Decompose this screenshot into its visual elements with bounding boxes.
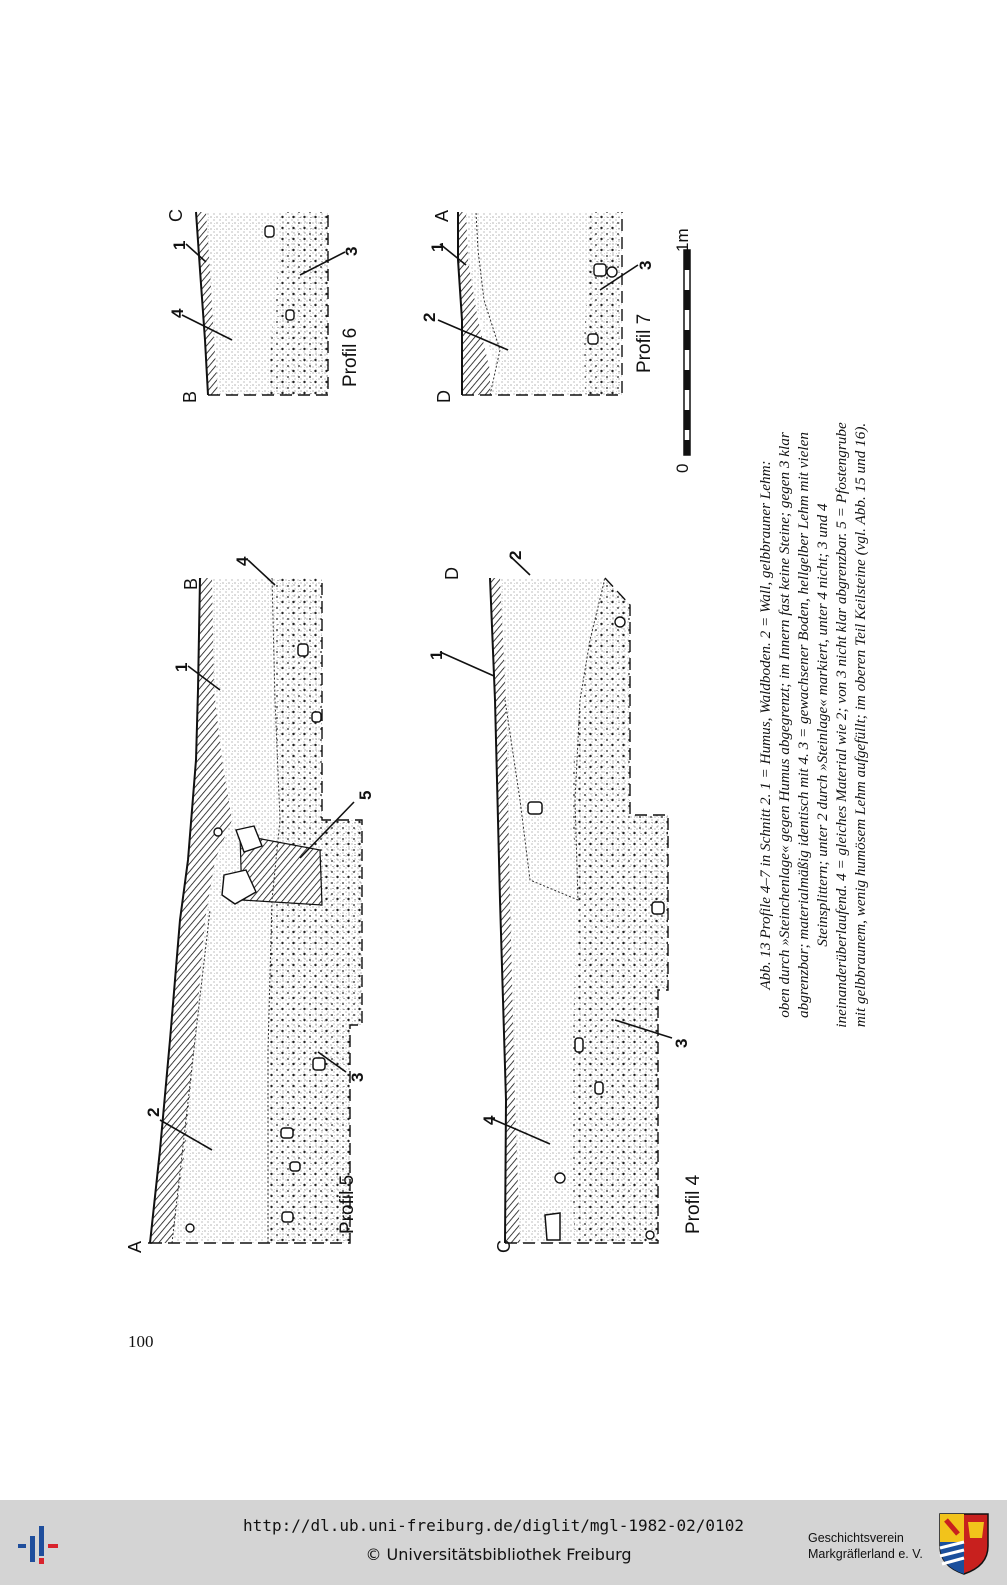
profil-6-end-b: B bbox=[180, 390, 200, 403]
profil-5-stone bbox=[186, 1224, 194, 1232]
caption-line-3: abgrenzbar; materialmäßig identisch mit 4. 3 = gewachsener Boden, hellgelber Lehm mit vielen bbox=[795, 432, 812, 1018]
profil-4-stone bbox=[528, 802, 542, 814]
org-name bbox=[808, 1530, 923, 1562]
profil-5-stone bbox=[281, 1128, 293, 1138]
scale-label-1m: 1m bbox=[673, 228, 692, 252]
profil-6-end-c: C bbox=[166, 209, 186, 222]
profil-4-stone bbox=[545, 1213, 560, 1240]
profil-5-layer-label-5: 5 bbox=[356, 790, 375, 800]
profil-5-stone bbox=[313, 1058, 325, 1070]
profil-4-layer-label-1: 1 bbox=[427, 650, 446, 660]
profil-4-stone bbox=[652, 902, 664, 914]
profil-4-label: Profil 4 bbox=[683, 1174, 704, 1234]
profil-7-layer-label-3: 3 bbox=[636, 260, 655, 270]
caption-line-1: Abb. 13 Profile 4–7 in Schnitt 2. 1 = Humus, Waldboden. 2 = Wall, gelbbrauner Lehm: bbox=[757, 460, 774, 990]
scale-bar-segment bbox=[684, 330, 690, 350]
profil-7-end-a: A bbox=[432, 209, 452, 222]
coat-of-arms-icon[interactable] bbox=[938, 1512, 990, 1576]
profil-4-layer-label-4: 4 bbox=[480, 1115, 499, 1125]
caption-line-4: Steinsplittern; unter 2 durch »Steinlage« markiert, unter 4 nicht; 3 und 4 bbox=[814, 503, 831, 947]
profil-7-layer-label-1: 1 bbox=[428, 242, 447, 252]
profil-6-stone bbox=[286, 310, 294, 320]
profil-4-end-d: D bbox=[442, 567, 462, 580]
org-name-line-2: Markgräflerland e. V. bbox=[808, 1547, 923, 1561]
caption-line-6: mit gelbbraunem, wenig humösem Lehm aufgefüllt; im oberen Teil Keilsteine (vgl. Abb. 15 und 16). bbox=[852, 422, 869, 1028]
profil-5-label: Profil 5 bbox=[337, 1174, 358, 1234]
profil-7-drawing bbox=[438, 212, 638, 395]
profil-5-layer-3 bbox=[268, 578, 362, 1243]
profil-5-stone bbox=[290, 1162, 300, 1171]
scale-bar-segment bbox=[684, 410, 690, 430]
profil-4-layer-label-3: 3 bbox=[672, 1038, 691, 1048]
profil-4-layer-label-2: 2 bbox=[506, 550, 525, 560]
profil-4-stone bbox=[555, 1173, 565, 1183]
caption-line-2: oben durch »Steinchenlage« gegen Humus abgegrenzt; im Innern fast keine Steine; gegen 3 klar bbox=[776, 432, 793, 1018]
profil-4-drawing bbox=[440, 556, 672, 1243]
profil-4-stone bbox=[575, 1038, 583, 1052]
profil-5-layer-label-4: 4 bbox=[233, 556, 252, 566]
profil-4-stone bbox=[595, 1082, 603, 1094]
permalink-url[interactable]: http://dl.ub.uni-freiburg.de/diglit/mgl-1982-02/0102 bbox=[243, 1516, 744, 1535]
scale-bar bbox=[684, 250, 690, 455]
profil-4-stone bbox=[615, 617, 625, 627]
profil-5-stone bbox=[282, 1212, 293, 1222]
profil-5-end-a: A bbox=[125, 1240, 145, 1253]
profil-5-layer-label-3: 3 bbox=[348, 1072, 367, 1082]
profil-7-stone bbox=[607, 267, 617, 277]
profil-4-leader-1 bbox=[440, 652, 494, 676]
profil-6-stone bbox=[265, 226, 274, 237]
profil-5-end-b: B bbox=[181, 577, 201, 590]
caption-line-5: ineinanderüberlaufend. 4 = gleiches Material wie 2; von 3 nicht klar abgrenzbar. 5 = Pfostengrube bbox=[833, 422, 850, 1028]
page-number: 100 bbox=[128, 1332, 154, 1351]
scale-label-zero: 0 bbox=[673, 463, 692, 473]
profil-6-layer-label-4: 4 bbox=[168, 308, 187, 318]
profil-6-layer-label-3: 3 bbox=[342, 246, 361, 256]
profil-7-end-d: D bbox=[434, 390, 454, 403]
viewer-footer bbox=[0, 1500, 1007, 1585]
profil-7-label: Profil 7 bbox=[634, 313, 655, 373]
profil-5-layer-label-1: 1 bbox=[172, 662, 191, 672]
profil-4-end-c: C bbox=[494, 1240, 514, 1253]
profil-7-stone bbox=[594, 264, 606, 276]
scale-bar-segment bbox=[684, 290, 690, 310]
profil-6-layer-label-1: 1 bbox=[170, 240, 189, 250]
copyright-notice: © Universitätsbibliothek Freiburg bbox=[365, 1545, 632, 1564]
profil-5-stone bbox=[214, 828, 222, 836]
scale-bar-segment bbox=[684, 370, 690, 390]
profil-7-layer-label-2: 2 bbox=[420, 312, 439, 322]
profil-7-layer-3 bbox=[584, 212, 622, 395]
profil-5-stone bbox=[312, 712, 321, 722]
scale-bar-segment bbox=[684, 250, 690, 270]
profil-6-label: Profil 6 bbox=[340, 327, 361, 387]
profil-7-stone bbox=[588, 334, 598, 344]
profil-5-stone bbox=[298, 644, 308, 656]
profil-4-stone bbox=[646, 1231, 654, 1239]
profil-5-layer-label-2: 2 bbox=[144, 1107, 163, 1117]
profil-6-drawing bbox=[182, 212, 345, 395]
org-name-line-1: Geschichtsverein bbox=[808, 1531, 904, 1545]
scale-bar-segment bbox=[684, 440, 690, 455]
